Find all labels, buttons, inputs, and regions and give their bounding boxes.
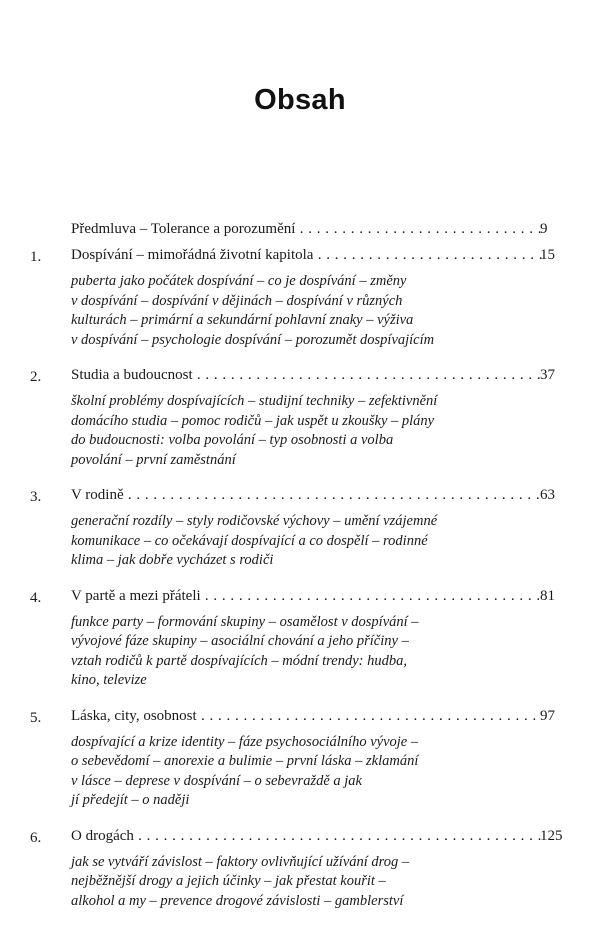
toc-entry-line <box>0 244 600 266</box>
toc-entry-line <box>0 218 600 240</box>
description-line: kino, televize <box>71 672 147 688</box>
toc-entry <box>0 705 600 811</box>
description-line: nejběžnější drogy a jejich účinky – jak přestat kouřit – <box>71 873 386 889</box>
description-line: kulturách – primární a sekundární pohlavní znaky – výživa <box>71 312 414 328</box>
toc-entry-line <box>0 484 600 506</box>
chapter-title: Dospívání – mimořádná životní kapitola . . . <box>71 244 542 266</box>
chapter-number: 6. <box>30 829 42 846</box>
chapter-description <box>71 392 461 470</box>
table-of-contents <box>0 218 600 925</box>
page-title: Obsah <box>254 84 346 116</box>
description-line: komunikace – co očekávají dospívající a co dospělí – rodinné <box>71 532 428 549</box>
toc-entry <box>0 364 600 470</box>
chapter-title: V rodině . . . <box>71 484 542 506</box>
description-line: domácího studia – pomoc rodičů – jak uspět u zkoušky – plány <box>71 412 435 429</box>
chapter-title: O drogách . . . <box>71 825 542 847</box>
toc-entry <box>0 244 600 350</box>
chapter-description <box>71 733 461 811</box>
chapter-number: 5. <box>30 709 42 726</box>
description-line: dospívající a krize identity – fáze psychosociálního vývoje – <box>71 733 419 750</box>
toc-entry <box>0 585 600 691</box>
toc-entry <box>0 484 600 571</box>
description-line: alkohol a my – prevence drogové závislosti – gamblerství <box>71 892 404 909</box>
description-line: v lásce – deprese v dospívání – o sebevraždě a jak <box>71 772 362 789</box>
chapter-number: 1. <box>30 249 42 265</box>
chapter-description <box>71 613 461 691</box>
description-line: puberta jako počátek dospívání – co je dospívání – změny <box>71 273 407 289</box>
description-line: do budoucnosti: volba povolání – typ osobnosti a volba <box>71 432 394 448</box>
description-line: generační rozdíly – styly rodičovské výchovy – umění vzájemné <box>71 513 438 529</box>
description-line: klima – jak dobře vycházet s rodiči <box>71 552 274 568</box>
description-line: v dospívání – psychologie dospívání – porozumět dospívajícím <box>71 331 435 348</box>
page-number: 81 <box>540 587 555 604</box>
chapter-number: 2. <box>30 369 42 385</box>
chapter-description <box>71 272 461 350</box>
chapter-number: 3. <box>30 489 42 505</box>
toc-entry <box>0 218 600 240</box>
chapter-title: Láska, city, osobnost . . . <box>71 705 542 727</box>
page-number: 15 <box>540 247 555 263</box>
page-number: 9 <box>540 221 548 237</box>
description-line: v dospívání – dospívání v dějinách – dospívání v různých <box>71 292 403 309</box>
description-line: jak se vytváří závislost – faktory ovlivňující užívání drog – <box>71 853 410 870</box>
page-number: 37 <box>540 367 555 383</box>
description-line: jí předejít – o naději <box>71 792 190 808</box>
chapter-number: 4. <box>30 589 42 606</box>
chapter-title: Předmluva – Tolerance a porozumění . . . <box>71 218 542 240</box>
chapter-title: V partě a mezi přáteli . . . <box>71 585 542 607</box>
toc-entry <box>0 825 600 912</box>
chapter-description <box>71 853 461 912</box>
chapter-title: Studia a budoucnost . . . <box>71 364 542 386</box>
toc-entry-line <box>0 705 600 727</box>
description-line: vývojové fáze skupiny – asociální chování a jeho příčiny – <box>71 633 409 649</box>
toc-entry-line <box>0 585 600 607</box>
description-line: školní problémy dospívajících – studijní techniky – zefektivnění <box>71 393 438 409</box>
page-number: 97 <box>540 707 555 724</box>
description-line: vztah rodičů k partě dospívajících – módní trendy: hudba, <box>71 652 407 669</box>
description-line: povolání – první zaměstnání <box>71 451 236 468</box>
chapter-description <box>71 512 461 571</box>
description-line: o sebevědomí – anorexie a bulimie – první láska – zklamání <box>71 753 419 769</box>
page-number: 63 <box>540 487 555 503</box>
page-number: 125 <box>540 827 563 844</box>
description-line: funkce party – formování skupiny – osamělost v dospívání – <box>71 613 419 630</box>
toc-entry-line <box>0 825 600 847</box>
toc-entry-line <box>0 364 600 386</box>
